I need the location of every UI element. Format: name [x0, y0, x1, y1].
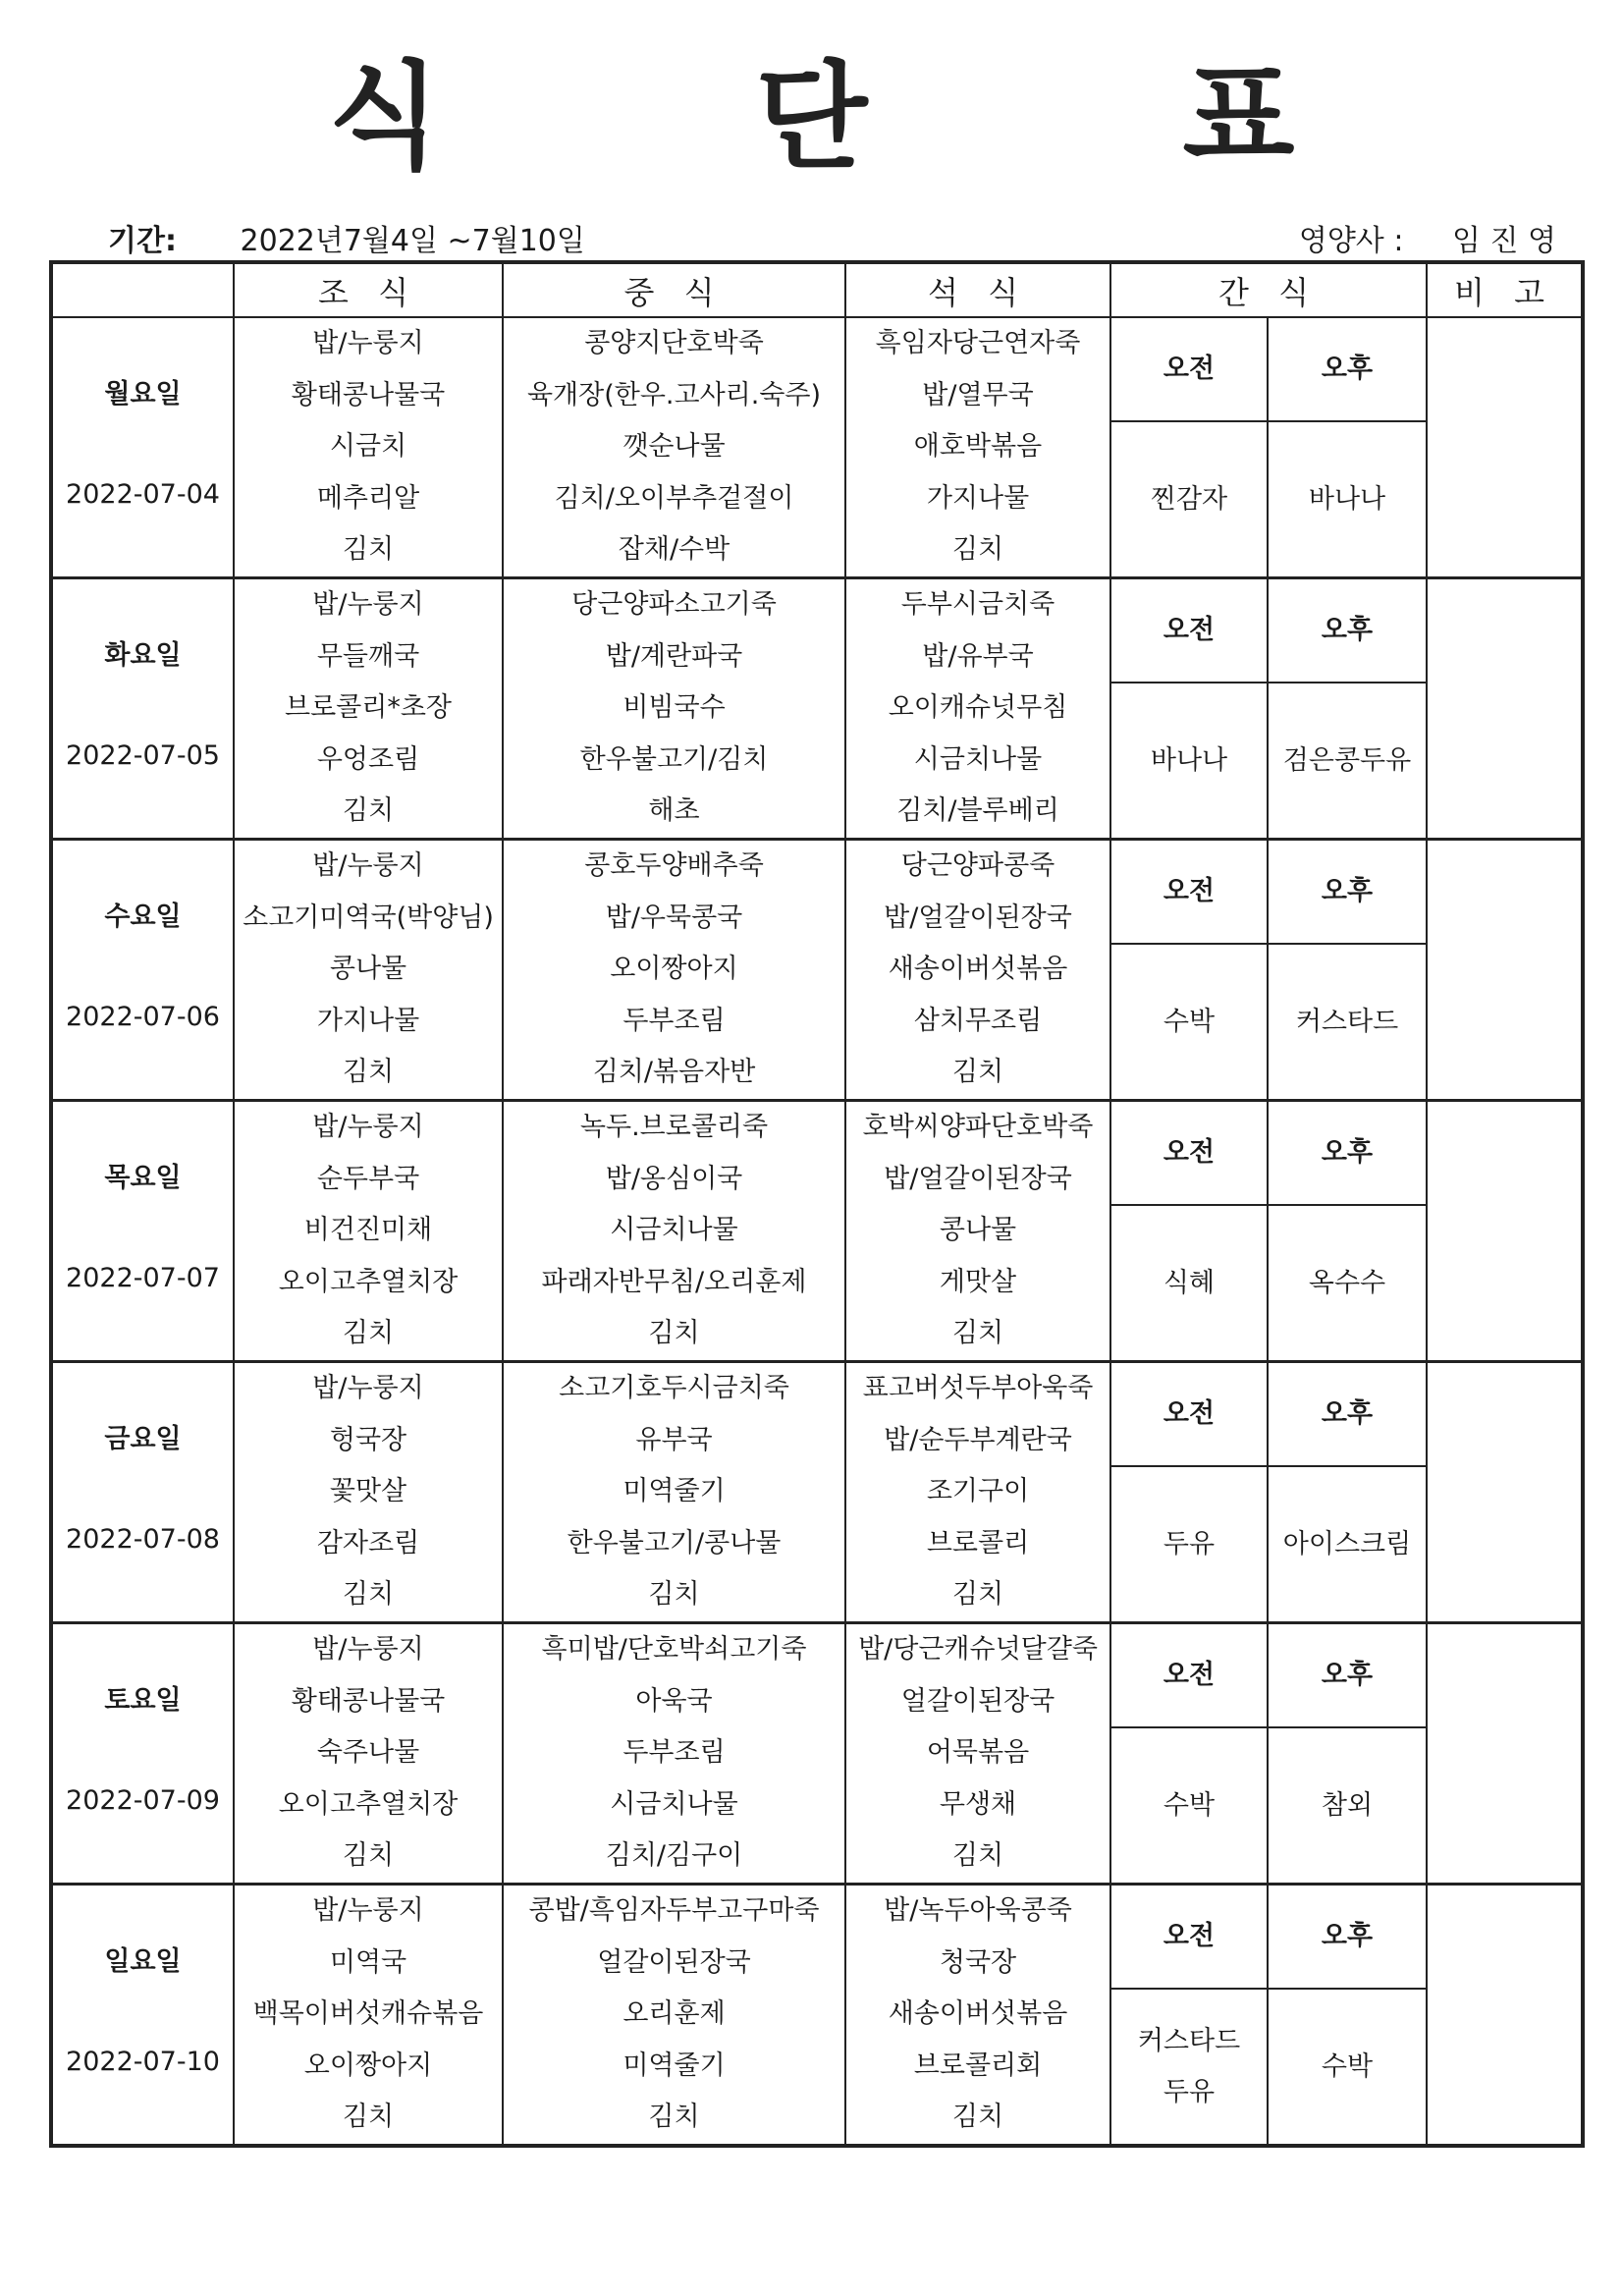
header-note: 비 고	[1427, 262, 1583, 317]
lunch-item: 녹두.브로콜리죽	[579, 1112, 769, 1143]
snack-pm-item: 바나나	[1308, 483, 1386, 515]
dinner-item: 밥/얼갈이된장국	[884, 1163, 1072, 1194]
day-cell	[51, 317, 234, 578]
lunch-item: 미역줄기	[622, 2050, 726, 2081]
note-cell	[1427, 1101, 1583, 1362]
dinner-item: 무생채	[939, 1788, 1017, 1820]
lunch-item: 시금치나물	[610, 1215, 738, 1246]
snack-am-label: 오전	[1111, 1624, 1269, 1728]
period-value: 2022년7월4일 ~7월10일	[240, 224, 585, 258]
day-cell	[51, 1101, 234, 1362]
breakfast-cell	[234, 578, 503, 840]
snack-cell	[1110, 1885, 1427, 2147]
breakfast-cell	[234, 840, 503, 1101]
breakfast-item: 무들깨국	[316, 640, 420, 672]
dinner-item: 김치	[951, 534, 1004, 566]
breakfast-item: 밥/누룽지	[312, 1895, 424, 1927]
day-row	[51, 578, 1583, 840]
lunch-item: 잡채/수박	[618, 534, 730, 566]
dinner-item: 조기구이	[926, 1476, 1030, 1507]
note-cell	[1427, 317, 1583, 578]
day-cell	[51, 578, 234, 840]
dinner-item: 표고버섯두부아욱죽	[862, 1373, 1094, 1404]
breakfast-item: 감자조림	[316, 1527, 420, 1558]
lunch-item: 콩호두양배추죽	[584, 850, 764, 882]
snack-am-value	[1111, 422, 1269, 576]
snack-am-label: 오전	[1111, 318, 1269, 422]
dinner-item: 가지나물	[926, 482, 1030, 514]
nutritionist-name: 임 진 영	[1451, 224, 1556, 258]
snack-am-label: 오전	[1111, 1363, 1269, 1467]
dinner-item: 콩나물	[939, 1215, 1017, 1246]
snack-am-value	[1111, 683, 1269, 838]
dinner-item: 당근양파콩죽	[900, 850, 1055, 882]
snack-am-label: 오전	[1111, 841, 1269, 945]
snack-pm-value	[1269, 1990, 1426, 2144]
breakfast-item: 소고기미역국(박양님)	[243, 902, 494, 933]
day-row	[51, 317, 1583, 578]
snack-pm-value	[1269, 1467, 1426, 1621]
snack-pm-label: 오후	[1269, 841, 1426, 945]
dinner-item: 김치	[951, 1579, 1004, 1611]
day-date: 2022-07-06	[66, 1002, 220, 1032]
breakfast-item: 김치	[342, 2102, 395, 2133]
snack-pm-label: 오후	[1269, 1624, 1426, 1728]
breakfast-item: 황태콩나물국	[291, 379, 446, 410]
snack-pm-value	[1269, 945, 1426, 1099]
dinner-item: 밥/당근캐슈넛달걀죽	[858, 1634, 1098, 1666]
snack-cell	[1110, 1362, 1427, 1623]
note-cell	[1427, 578, 1583, 840]
day-name: 일요일	[104, 1946, 182, 1977]
lunch-item: 해초	[648, 795, 700, 827]
dinner-item: 새송이버섯볶음	[888, 954, 1068, 985]
day-cell	[51, 1885, 234, 2147]
menu-table	[49, 260, 1585, 2148]
lunch-item: 콩밥/흑임자두부고구마죽	[528, 1895, 820, 1927]
breakfast-item: 브로콜리*초장	[285, 692, 452, 724]
breakfast-item: 비건진미채	[303, 1215, 433, 1246]
snack-pm-item: 참외	[1321, 1789, 1374, 1821]
lunch-cell	[503, 1885, 845, 2147]
day-name: 화요일	[104, 640, 182, 671]
snack-pm-item: 커스타드	[1295, 1006, 1399, 1037]
day-name: 수요일	[104, 902, 182, 932]
breakfast-item: 가지나물	[316, 1005, 420, 1036]
lunch-item: 오리훈제	[622, 1998, 726, 2030]
breakfast-item: 메추리알	[316, 482, 420, 514]
header-lunch: 중 식	[503, 262, 845, 317]
header-dinner: 석 식	[845, 262, 1110, 317]
day-date: 2022-07-07	[66, 1263, 220, 1293]
lunch-cell	[503, 840, 845, 1101]
snack-pm-value	[1269, 683, 1426, 838]
dinner-item: 밥/순두부계란국	[884, 1424, 1072, 1455]
breakfast-item: 밥/누룽지	[312, 1373, 424, 1404]
breakfast-item: 김치	[342, 1579, 395, 1611]
dinner-item: 브로콜리	[926, 1527, 1030, 1558]
lunch-item: 김치/김구이	[605, 1840, 743, 1872]
snack-am-label: 오전	[1111, 579, 1269, 683]
lunch-item: 당근양파소고기죽	[571, 589, 777, 621]
breakfast-item: 콩나물	[329, 954, 407, 985]
snack-am-value	[1111, 1467, 1269, 1621]
dinner-item: 어묵볶음	[926, 1737, 1030, 1769]
dinner-cell	[845, 840, 1110, 1101]
lunch-item: 얼갈이된장국	[597, 1946, 751, 1978]
dinner-item: 시금치나물	[913, 743, 1043, 775]
lunch-item: 파래자반무침/오리훈제	[541, 1266, 807, 1297]
snack-cell	[1110, 317, 1427, 578]
header-day	[51, 262, 234, 317]
lunch-cell	[503, 1362, 845, 1623]
lunch-item: 김치	[648, 2102, 700, 2133]
day-row	[51, 1101, 1583, 1362]
lunch-item: 두부조림	[622, 1737, 726, 1769]
day-date: 2022-07-10	[66, 2047, 220, 2077]
snack-am-value	[1111, 1990, 1269, 2144]
note-cell	[1427, 840, 1583, 1101]
lunch-item: 비빔국수	[622, 692, 726, 724]
breakfast-cell	[234, 1623, 503, 1885]
breakfast-item: 김치	[342, 534, 395, 566]
dinner-cell	[845, 1101, 1110, 1362]
snack-pm-item: 아이스크림	[1282, 1528, 1412, 1559]
snack-cell	[1110, 1623, 1427, 1885]
dinner-item: 김치	[951, 2102, 1004, 2133]
dinner-item: 얼갈이된장국	[900, 1685, 1055, 1717]
dinner-item: 밥/녹두아욱콩죽	[884, 1895, 1072, 1927]
breakfast-item: 우엉조림	[316, 743, 420, 775]
dinner-cell	[845, 317, 1110, 578]
day-row	[51, 1362, 1583, 1623]
snack-am-item: 수박	[1163, 1006, 1216, 1037]
lunch-item: 깻순나물	[622, 431, 726, 463]
day-name: 토요일	[104, 1685, 182, 1716]
snack-am-item: 식혜	[1163, 1267, 1216, 1298]
lunch-item: 김치/볶음자반	[592, 1057, 756, 1088]
lunch-item: 김치/오이부추겉절이	[554, 482, 794, 514]
dinner-item: 김치/블루베리	[896, 795, 1059, 827]
nutritionist-info	[1299, 216, 1556, 259]
period-info	[108, 216, 585, 259]
dinner-item: 삼치무조림	[913, 1005, 1043, 1036]
day-row	[51, 1885, 1583, 2147]
snack-am-item: 커스타드	[1137, 2025, 1241, 2056]
snack-pm-item: 검은콩두유	[1282, 744, 1412, 776]
breakfast-item: 순두부국	[316, 1163, 420, 1194]
dinner-item: 새송이버섯볶음	[888, 1998, 1068, 2030]
lunch-item: 밥/우묵콩국	[605, 902, 743, 933]
day-date: 2022-07-05	[66, 740, 220, 771]
day-cell	[51, 1623, 234, 1885]
snack-am-item: 바나나	[1150, 744, 1228, 776]
snack-pm-label: 오후	[1269, 579, 1426, 683]
lunch-item: 유부국	[635, 1424, 713, 1455]
day-row	[51, 840, 1583, 1101]
snack-pm-item: 수박	[1321, 2050, 1374, 2082]
breakfast-item: 시금치	[329, 431, 407, 463]
note-cell	[1427, 1885, 1583, 2147]
snack-am-item: 찐감자	[1150, 483, 1228, 515]
snack-pm-label: 오후	[1269, 1102, 1426, 1206]
lunch-item: 육개장(한우.고사리.숙주)	[526, 379, 822, 410]
snack-am-label: 오전	[1111, 1886, 1269, 1990]
dinner-item: 김치	[951, 1318, 1004, 1349]
snack-am-label: 오전	[1111, 1102, 1269, 1206]
dinner-cell	[845, 1885, 1110, 2147]
snack-am-item: 두유	[1163, 1528, 1216, 1559]
dinner-item: 두부시금치죽	[900, 589, 1055, 621]
breakfast-item: 미역국	[329, 1946, 407, 1978]
dinner-item: 김치	[951, 1840, 1004, 1872]
snack-am-value	[1111, 1206, 1269, 1360]
breakfast-item: 밥/누룽지	[312, 1634, 424, 1666]
day-cell	[51, 840, 234, 1101]
day-name: 목요일	[104, 1163, 182, 1193]
lunch-item: 밥/옹심이국	[605, 1163, 743, 1194]
page-title: 식 단 표	[328, 49, 1433, 185]
lunch-cell	[503, 1101, 845, 1362]
day-date: 2022-07-08	[66, 1524, 220, 1555]
dinner-item: 브로콜리회	[913, 2050, 1043, 2081]
header-row	[51, 262, 1583, 317]
day-name: 금요일	[104, 1424, 182, 1454]
header-breakfast: 조 식	[234, 262, 503, 317]
snack-cell	[1110, 1101, 1427, 1362]
breakfast-item: 김치	[342, 1318, 395, 1349]
breakfast-item: 꽃맛살	[329, 1476, 407, 1507]
dinner-item: 청국장	[939, 1946, 1017, 1978]
lunch-cell	[503, 1623, 845, 1885]
breakfast-item: 헝국장	[329, 1424, 407, 1455]
breakfast-item: 오이고추열치장	[278, 1788, 459, 1820]
lunch-item: 미역줄기	[622, 1476, 726, 1507]
lunch-item: 김치	[648, 1318, 700, 1349]
dinner-cell	[845, 578, 1110, 840]
lunch-item: 밥/계란파국	[605, 640, 743, 672]
lunch-item: 오이짱아지	[610, 954, 738, 985]
dinner-item: 밥/얼갈이된장국	[884, 902, 1072, 933]
breakfast-item: 밥/누룽지	[312, 589, 424, 621]
breakfast-item: 김치	[342, 1840, 395, 1872]
dinner-cell	[845, 1623, 1110, 1885]
dinner-cell	[845, 1362, 1110, 1623]
snack-cell	[1110, 840, 1427, 1101]
lunch-item: 시금치나물	[610, 1788, 738, 1820]
dinner-item: 흑임자당근연자죽	[875, 328, 1081, 359]
snack-cell	[1110, 578, 1427, 840]
day-name: 월요일	[104, 379, 182, 410]
lunch-item: 아욱국	[635, 1685, 713, 1717]
snack-pm-item: 옥수수	[1308, 1267, 1386, 1298]
breakfast-cell	[234, 1101, 503, 1362]
snack-pm-label: 오후	[1269, 318, 1426, 422]
breakfast-item: 오이짱아지	[303, 2050, 433, 2081]
day-date: 2022-07-04	[66, 479, 220, 510]
snack-am-value	[1111, 1728, 1269, 1883]
dinner-item: 밥/열무국	[922, 379, 1034, 410]
breakfast-item: 밥/누룽지	[312, 1112, 424, 1143]
breakfast-item: 김치	[342, 1057, 395, 1088]
breakfast-cell	[234, 1885, 503, 2147]
header-snack: 간 식	[1110, 262, 1427, 317]
lunch-item: 소고기호두시금치죽	[559, 1373, 789, 1404]
breakfast-cell	[234, 1362, 503, 1623]
snack-pm-label: 오후	[1269, 1363, 1426, 1467]
breakfast-item: 오이고추열치장	[278, 1266, 459, 1297]
menu-body	[51, 317, 1583, 2146]
dinner-item: 애호박볶음	[913, 431, 1043, 463]
lunch-item: 콩양지단호박죽	[584, 328, 764, 359]
nutritionist-label: 영양사 :	[1298, 224, 1404, 258]
dinner-item: 밥/유부국	[922, 640, 1034, 672]
snack-pm-value	[1269, 1206, 1426, 1360]
snack-pm-label: 오후	[1269, 1886, 1426, 1990]
lunch-item: 두부조림	[622, 1005, 726, 1036]
breakfast-cell	[234, 317, 503, 578]
snack-am-item: 수박	[1163, 1789, 1216, 1821]
breakfast-item: 숙주나물	[316, 1737, 420, 1769]
dinner-item: 오이캐슈넛무침	[888, 692, 1068, 724]
snack-pm-value	[1269, 422, 1426, 576]
lunch-item: 한우불고기/콩나물	[567, 1527, 782, 1558]
breakfast-item: 백목이버섯캐슈볶음	[252, 1998, 484, 2030]
lunch-cell	[503, 578, 845, 840]
breakfast-item: 밥/누룽지	[312, 328, 424, 359]
note-cell	[1427, 1362, 1583, 1623]
dinner-item: 김치	[951, 1057, 1004, 1088]
period-label: 기간:	[108, 224, 177, 258]
lunch-item: 김치	[648, 1579, 700, 1611]
day-row	[51, 1623, 1583, 1885]
day-cell	[51, 1362, 234, 1623]
lunch-cell	[503, 317, 845, 578]
breakfast-item: 김치	[342, 795, 395, 827]
snack-am-item: 두유	[1163, 2076, 1216, 2107]
day-date: 2022-07-09	[66, 1785, 220, 1816]
note-cell	[1427, 1623, 1583, 1885]
dinner-item: 게맛살	[939, 1266, 1017, 1297]
breakfast-item: 밥/누룽지	[312, 850, 424, 882]
breakfast-item: 황태콩나물국	[291, 1685, 446, 1717]
dinner-item: 호박씨양파단호박죽	[862, 1112, 1094, 1143]
lunch-item: 한우불고기/김치	[579, 743, 769, 775]
snack-pm-value	[1269, 1728, 1426, 1883]
lunch-item: 흑미밥/단호박쇠고기죽	[541, 1634, 807, 1666]
snack-am-value	[1111, 945, 1269, 1099]
